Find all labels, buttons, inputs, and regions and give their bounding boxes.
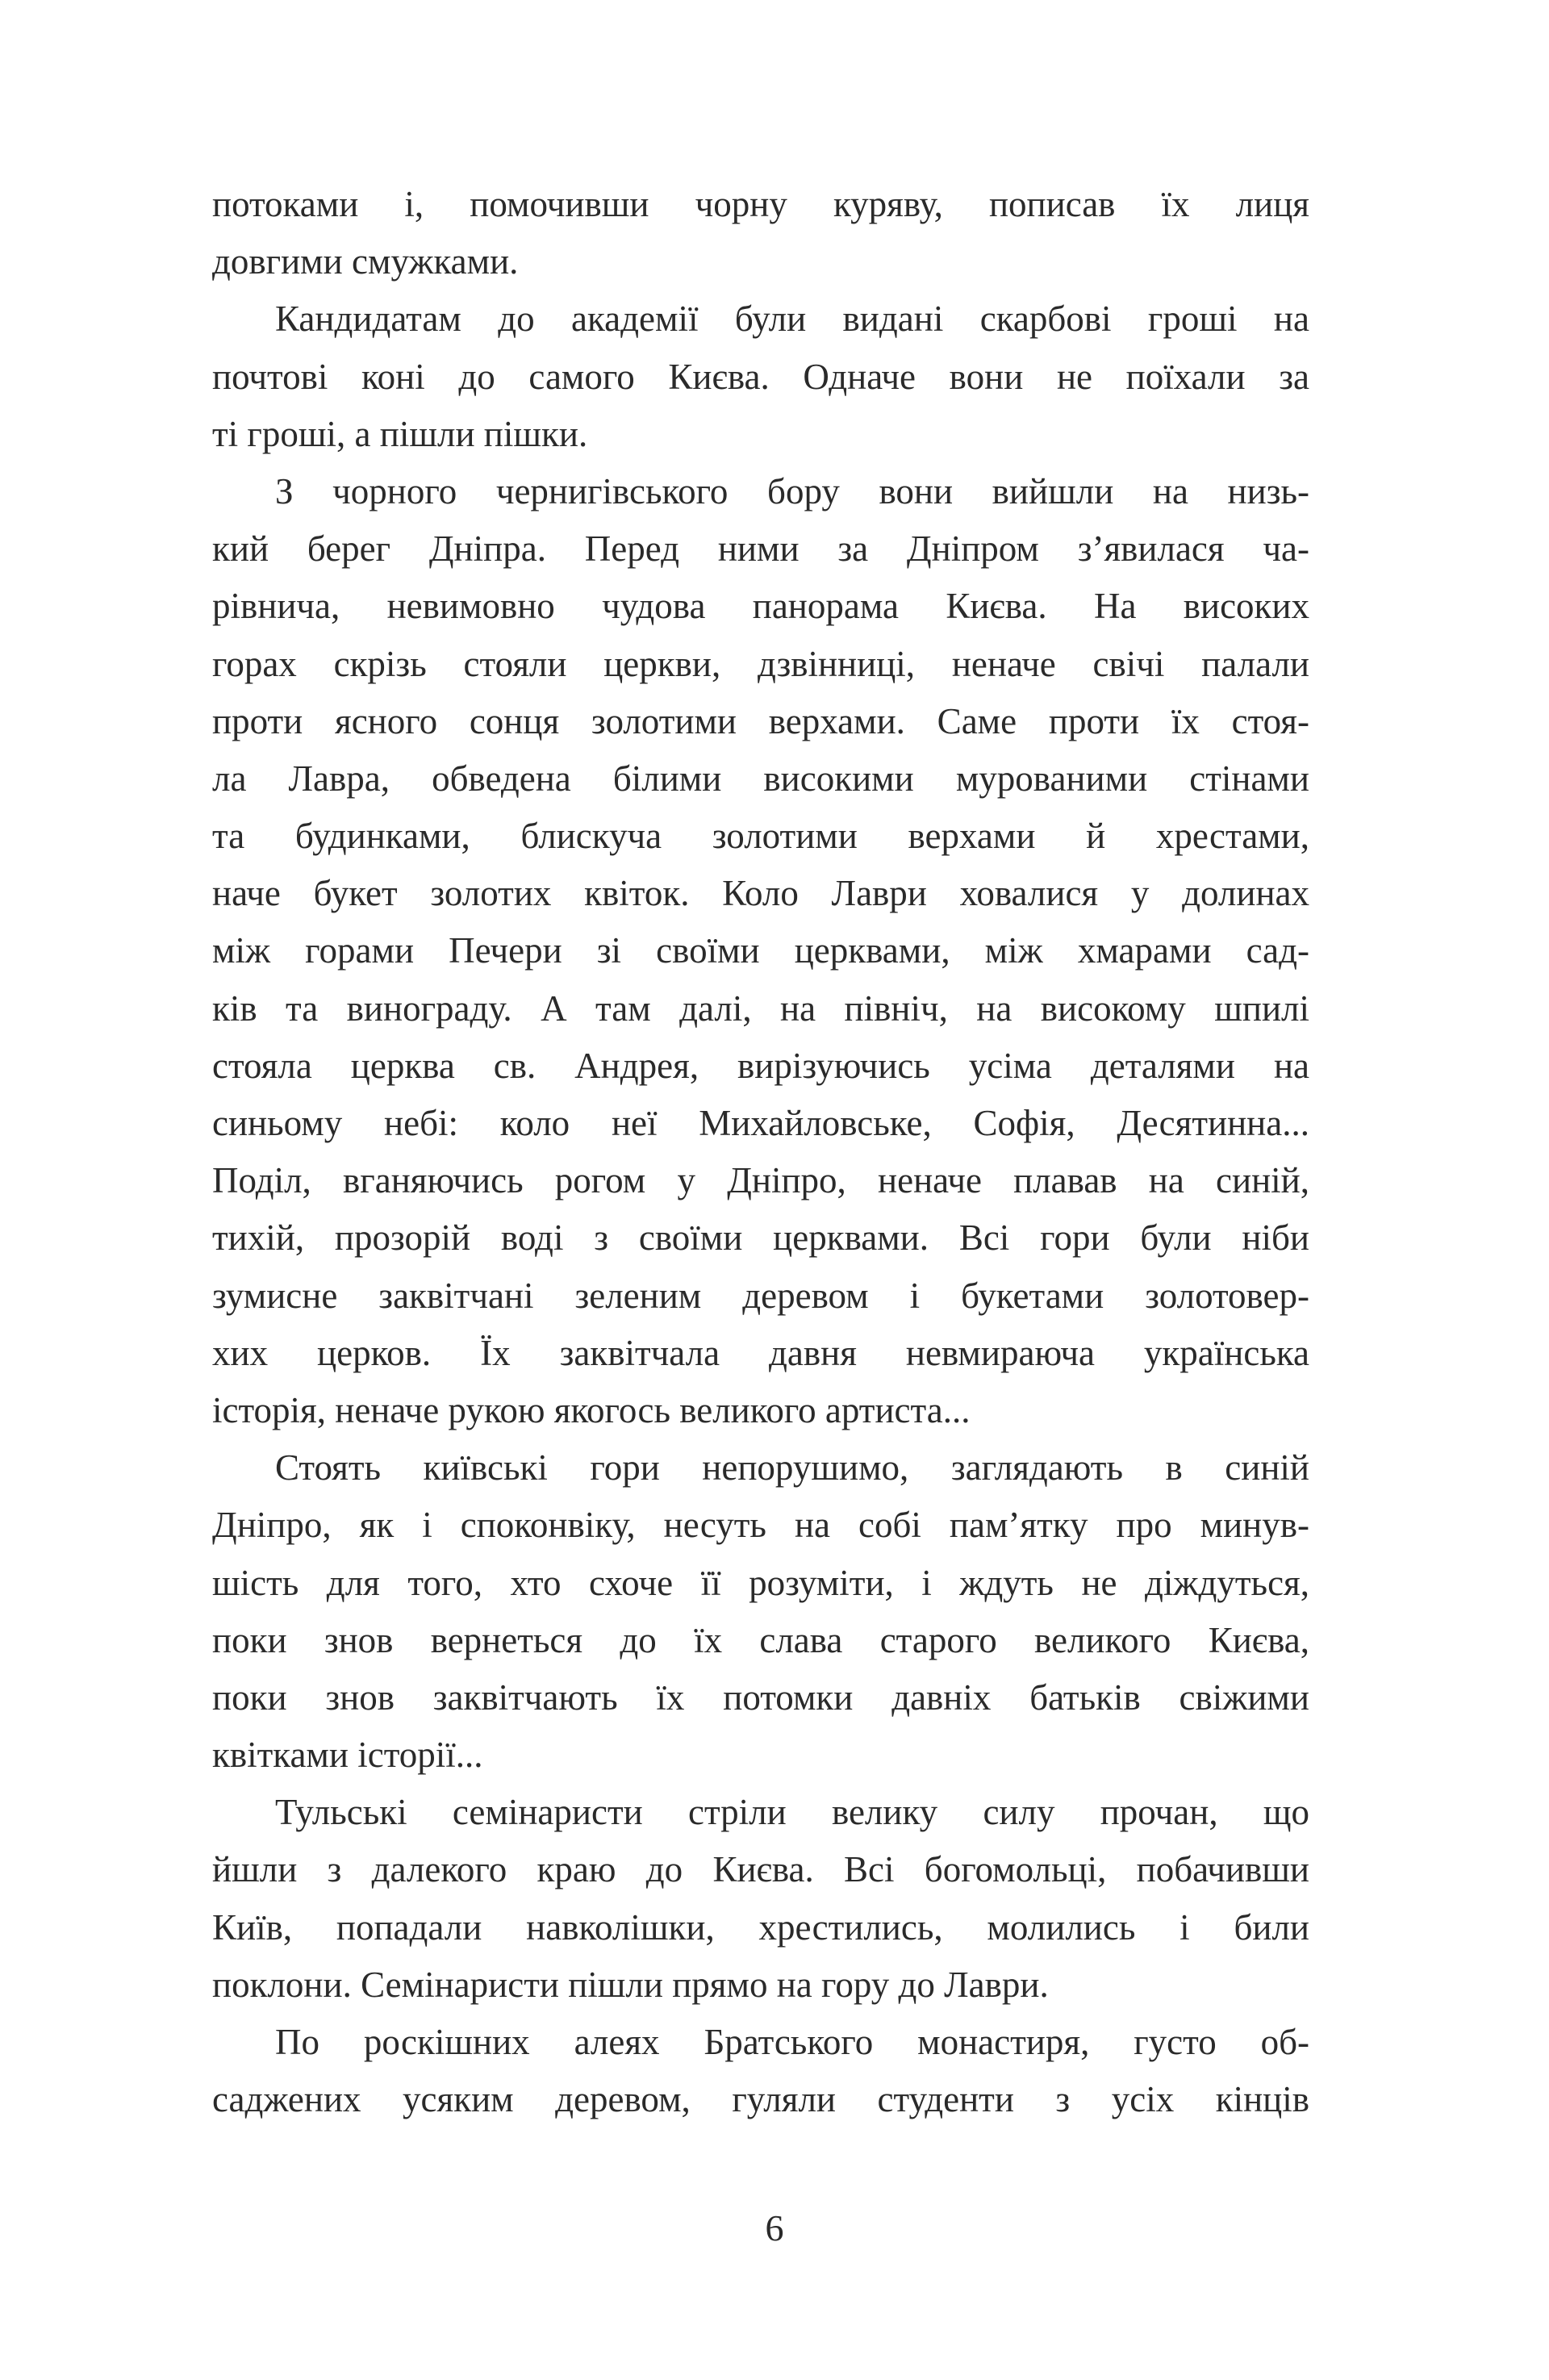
text-line: йшли з далекого краю до Києва. Всі богомольці, побачивши [212,1849,1309,1890]
text-line: кий берег Дніпра. Перед ними за Дніпром з’явилася ча- [212,528,1309,570]
text-line: саджених усяким деревом, гуляли студенти з усіх кінців [212,2079,1309,2120]
text-line: хих церков. Їх заквітчала давня невмираюча українська [212,1332,1309,1373]
text-line: проти ясного сонця золотими верхами. Саме проти їх стоя- [212,700,1309,741]
text-line: квітками історії... [212,1735,483,1776]
text-line: З чорного чернигівського бору вони вийшли на низь- [275,470,1309,511]
text-line: тихій, прозорій воді з своїми церквами. Всі гори були ніби [212,1217,1309,1259]
text-line: ків та винограду. А там далі, на північ, на високому шпилі [212,987,1309,1029]
page-number: 6 [765,2207,784,2248]
text-line: потоками і, помочивши чорну куряву, пописав їх лиця [212,184,1309,224]
text-line: синьому небі: коло неї Михайловське, Софія, Десятинна... [212,1103,1309,1143]
text-line: та будинками, блискуча золотими верхами й хрестами, [212,816,1309,857]
text-line: ла Лавра, обведена білими високими мурованими стінами [212,758,1309,799]
text-line: Дніпро, як і споконвіку, несуть на собі пам’ятку про минув- [212,1505,1309,1546]
text-line: горах скрізь стояли церкви, дзвінниці, неначе свічі палали [212,643,1309,684]
text-line: Тульські семінаристи стріли велику силу прочан, що [275,1792,1309,1833]
text-line: зумисне заквітчані зеленим деревом і букетами золотовер- [212,1275,1309,1316]
text-line: поклони. Семінаристи пішли прямо на гору до Лаври. [212,1964,1049,2005]
text-line: ті гроші, а пішли пішки. [212,413,588,454]
text-line: поки знов заквітчають їх потомки давніх батьків свіжими [212,1676,1309,1718]
text-line: Поділ, вганяючись рогом у Дніпро, неначе плавав на синій, [212,1160,1309,1201]
text-line: історія, неначе рукою якогось великого артиста... [212,1389,971,1430]
text-line: рівнича, невимовно чудова панорама Києва. На високих [212,586,1309,627]
text-line: Київ, попадали навколішки, хрестились, молились і били [212,1906,1309,1948]
page-body-text [212,176,1309,2128]
text-line: почтові коні до самого Києва. Одначе вони не поїхали за [212,356,1309,397]
text-line: довгими смужками. [212,241,519,282]
text-line: між горами Печери зі своїми церквами, між хмарами сад- [212,930,1309,971]
text-line: поки знов вернеться до їх слава старого великого Києва, [212,1619,1309,1660]
text-line: По роскішних алеях Братського монастиря, густо об- [275,2022,1309,2062]
text-line: Стоять київські гори непорушимо, заглядають в синій [275,1447,1309,1489]
text-line: шість для того, хто схоче її розуміти, і ждуть не діждуться, [212,1562,1309,1603]
text-line: наче букет золотих квіток. Коло Лаври ховалися у долинах [212,873,1309,914]
text-line: Кандидатам до академії були видані скарбові гроші на [275,299,1309,340]
text-line: стояла церква св. Андрея, вирізуючись усіма деталями на [212,1045,1309,1086]
